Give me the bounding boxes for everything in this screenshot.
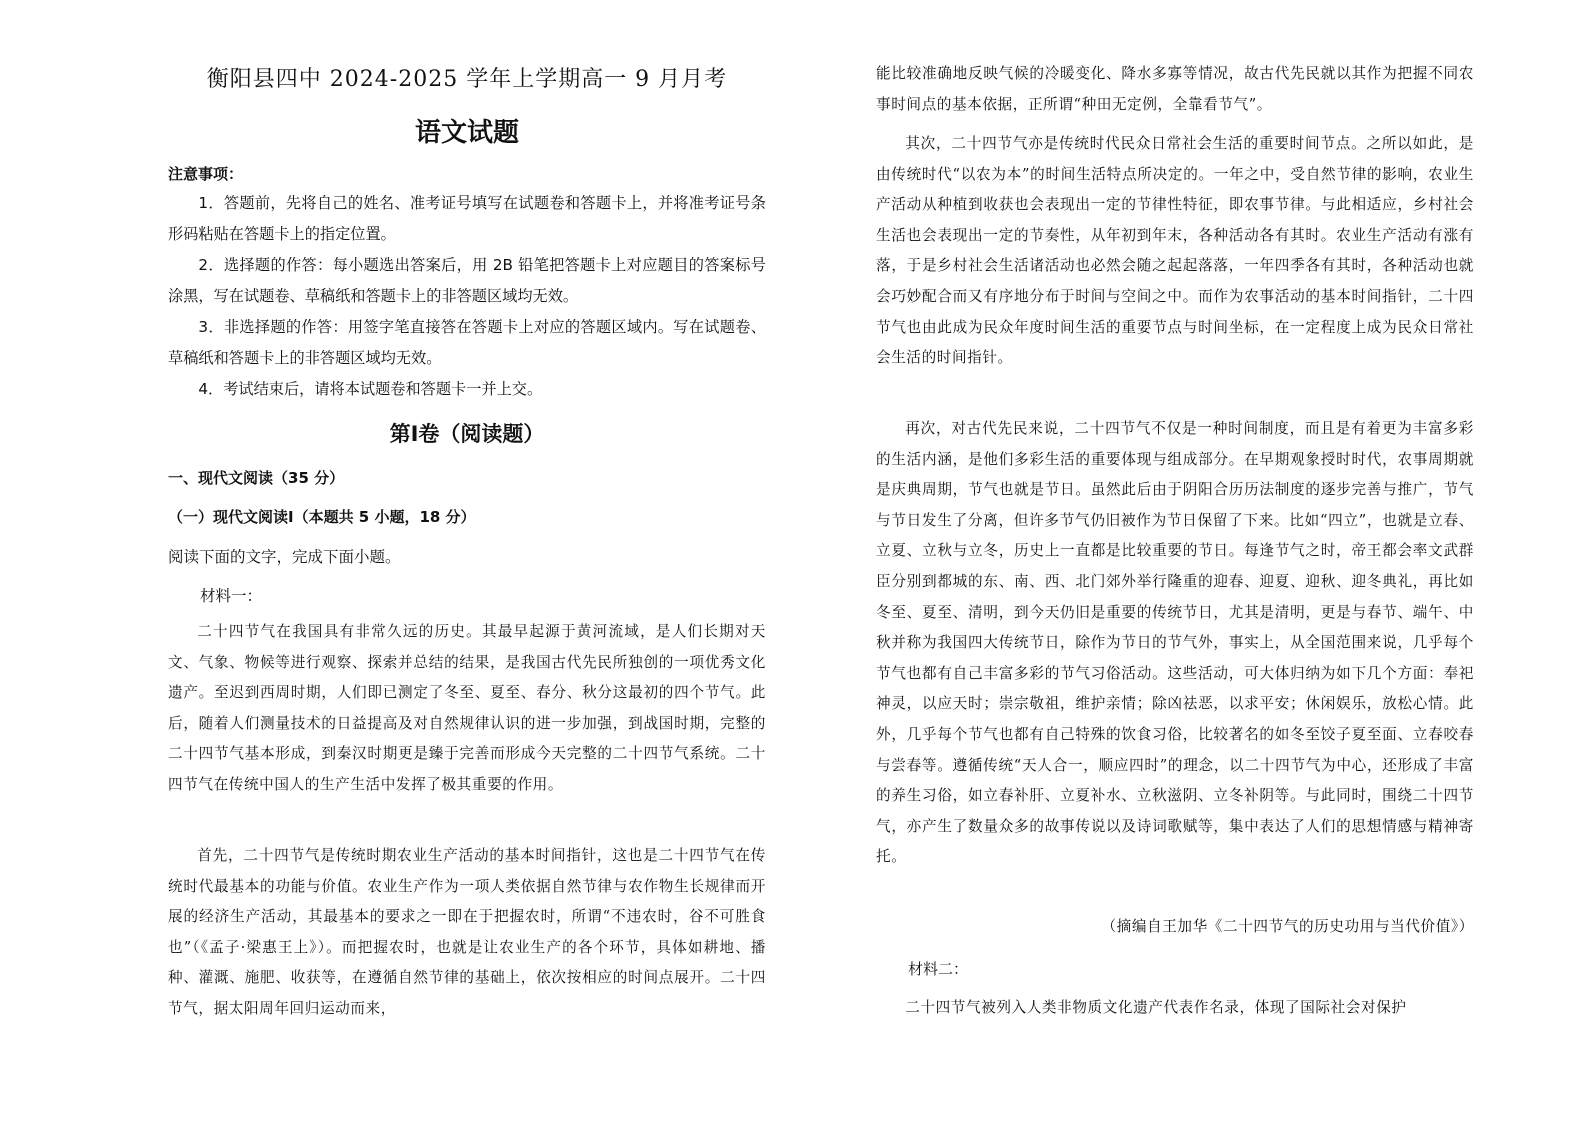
passage-right-3 <box>876 993 1474 1024</box>
part-title: 第Ⅰ卷（阅读题） <box>389 422 545 446</box>
notice-item: 2．选择题的作答：每小题选出答案后，用 2B 铅笔把答题卡上对应题目的答案标号涂黑，写在试题卷、草稿纸和答题卡上的非答题区域均无效。 <box>168 256 766 305</box>
passage-right-2 <box>876 414 1474 873</box>
passage-right-0 <box>876 59 1474 120</box>
notice-item: 4．考试结束后，请将本试题卷和答题卡一并上交。 <box>198 380 543 398</box>
material-two-label: 材料二： <box>908 960 969 978</box>
source-citation: （摘编自王加华《二十四节气的历史功用与当代价值》） <box>1101 918 1474 935</box>
passage-left-1 <box>168 617 766 801</box>
passage-left-2 <box>168 841 766 1025</box>
paragraph: 其次，二十四节气亦是传统时代民众日常社会生活的重要时间节点。之所以如此，是由传统时代“以农为本”的时间生活特点所决定的。一年之中，受自然节律的影响，农业生产活动从种植到收获也会表现出一定的节律性特征，即农事节律。与此相适应，乡村社会生活也会表现出一定的节奏性，从年初到年末，各种活动各有其时。农业生产活动有涨有落，于是乡村社会生活诸活动也必然会随之起起落落，一年四季各有其时，各种活动也就会巧妙配合而又有序地分布于时间与空间之中。而作为农事活动的基本时间指针，二十四节气也由此成为民众年度时间生活的重要节点与时间坐标，在一定程度上成为民众日常社会生活的时间指针。 <box>876 135 1474 367</box>
section-heading: 一、现代文阅读（35 分） <box>168 469 345 487</box>
notice-item: 1．答题前，先将自己的姓名、准考证号填写在试题卷和答题卡上，并将准考证号条形码粘贴在答题卡上的指定位置。 <box>168 194 766 243</box>
material-one-label: 材料一： <box>200 587 263 605</box>
paragraph: 首先，二十四节气是传统时期农业生产活动的基本时间指针，这也是二十四节气在传统时代最基本的功能与价值。农业生产作为一项人类依据自然节律与农作物生长规律而开展的经济生产活动，其最基本的要求之一即在于把握农时，所谓“不违农时，谷不可胜食也”（《孟子·梁惠王上》）。而把握农时，也就是让农业生产的各个环节，具体如耕地、播种、灌溉、施肥、收获等，在遵循自然节律的基础上，依次按相应的时间点展开。二十四节气，据太阳周年回归运动而来， <box>168 847 766 1017</box>
exam-title: 衡阳县四中 2024-2025 学年上学期高一 9 月月考 <box>206 67 728 92</box>
paragraph: 二十四节气被列入人类非物质文化遗产代表作名录，体现了国际社会对保护 <box>905 999 1407 1016</box>
paragraph: 能比较准确地反映气候的冷暖变化、降水多寡等情况，故古代先民就以其作为把握不同农事时间点的基本依据，正所谓“种田无定例，全靠看节气”。 <box>876 65 1474 113</box>
passage-right-1 <box>876 129 1474 374</box>
exam-subject: 语文试题 <box>414 118 519 148</box>
notice-heading: 注意事项： <box>168 165 244 183</box>
notice-item: 3．非选择题的作答：用签字笔直接答在答题卡上对应的答题区域内。写在试题卷、草稿纸和答题卡上的非答题区域均无效。 <box>168 318 766 367</box>
paragraph: 再次，对古代先民来说，二十四节气不仅是一种时间制度，而且是有着更为丰富多彩的生活内涵，是他们多彩生活的重要体现与组成部分。在早期观象授时时代，农事周期就是庆典周期，节气也就是节日。虽然此后由于阴阳合历历法制度的逐步完善与推广，节气与节日发生了分离，但许多节气仍旧被作为节日保留了下来。比如“四立”，也就是立春、立夏、立秋与立冬，历史上一直都是比较重要的节日。每逢节气之时，帝王都会率文武群臣分别到都城的东、南、西、北门郊外举行隆重的迎春、迎夏、迎秋、迎冬典礼，再比如冬至、夏至、清明，到今天仍旧是重要的传统节日，尤其是清明，更是与春节、端午、中秋并称为我国四大传统节日，除作为节日的节气外，事实上，从全国范围来说，几乎每个节气也都有自己丰富多彩的节气习俗活动。这些活动，可大体归纳为如下几个方面：奉祀神灵，以应天时；崇宗敬祖，维护亲情；除凶祛恶，以求平安；休闲娱乐，放松心情。此外，几乎每个节气也都有自己特殊的饮食习俗，比较著名的如冬至饺子夏至面、立春咬春与尝春等。遵循传统“天人合一，顺应四时”的理念，以二十四节气为中心，还形成了丰富的养生习俗，如立春补肝、立夏补水、立秋滋阴、立冬补阴等。与此同时，围绕二十四节气，亦产生了数量众多的故事传说以及诗词歌赋等，集中表达了人们的思想情感与精神寄托。 <box>876 420 1474 866</box>
notice-list <box>168 188 766 405</box>
paragraph: 二十四节气在我国具有非常久远的历史。其最早起源于黄河流域，是人们长期对天文、气象、物候等进行观察、探索并总结的结果，是我国古代先民所独创的一项优秀文化遗产。至迟到西周时期，人们即已测定了冬至、夏至、春分、秋分这最初的四个节气。此后，随着人们测量技术的日益提高及对自然规律认识的进一步加强，到战国时期，完整的二十四节气基本形成，到秦汉时期更是臻于完善而形成今天完整的二十四节气系统。二十四节气在传统中国人的生产生活中发挥了极其重要的作用。 <box>168 623 766 793</box>
instruction-text: 阅读下面的文字，完成下面小题。 <box>168 548 401 566</box>
subsection-heading: （一）现代文阅读Ⅰ（本题共 5 小题，18 分） <box>168 508 476 526</box>
